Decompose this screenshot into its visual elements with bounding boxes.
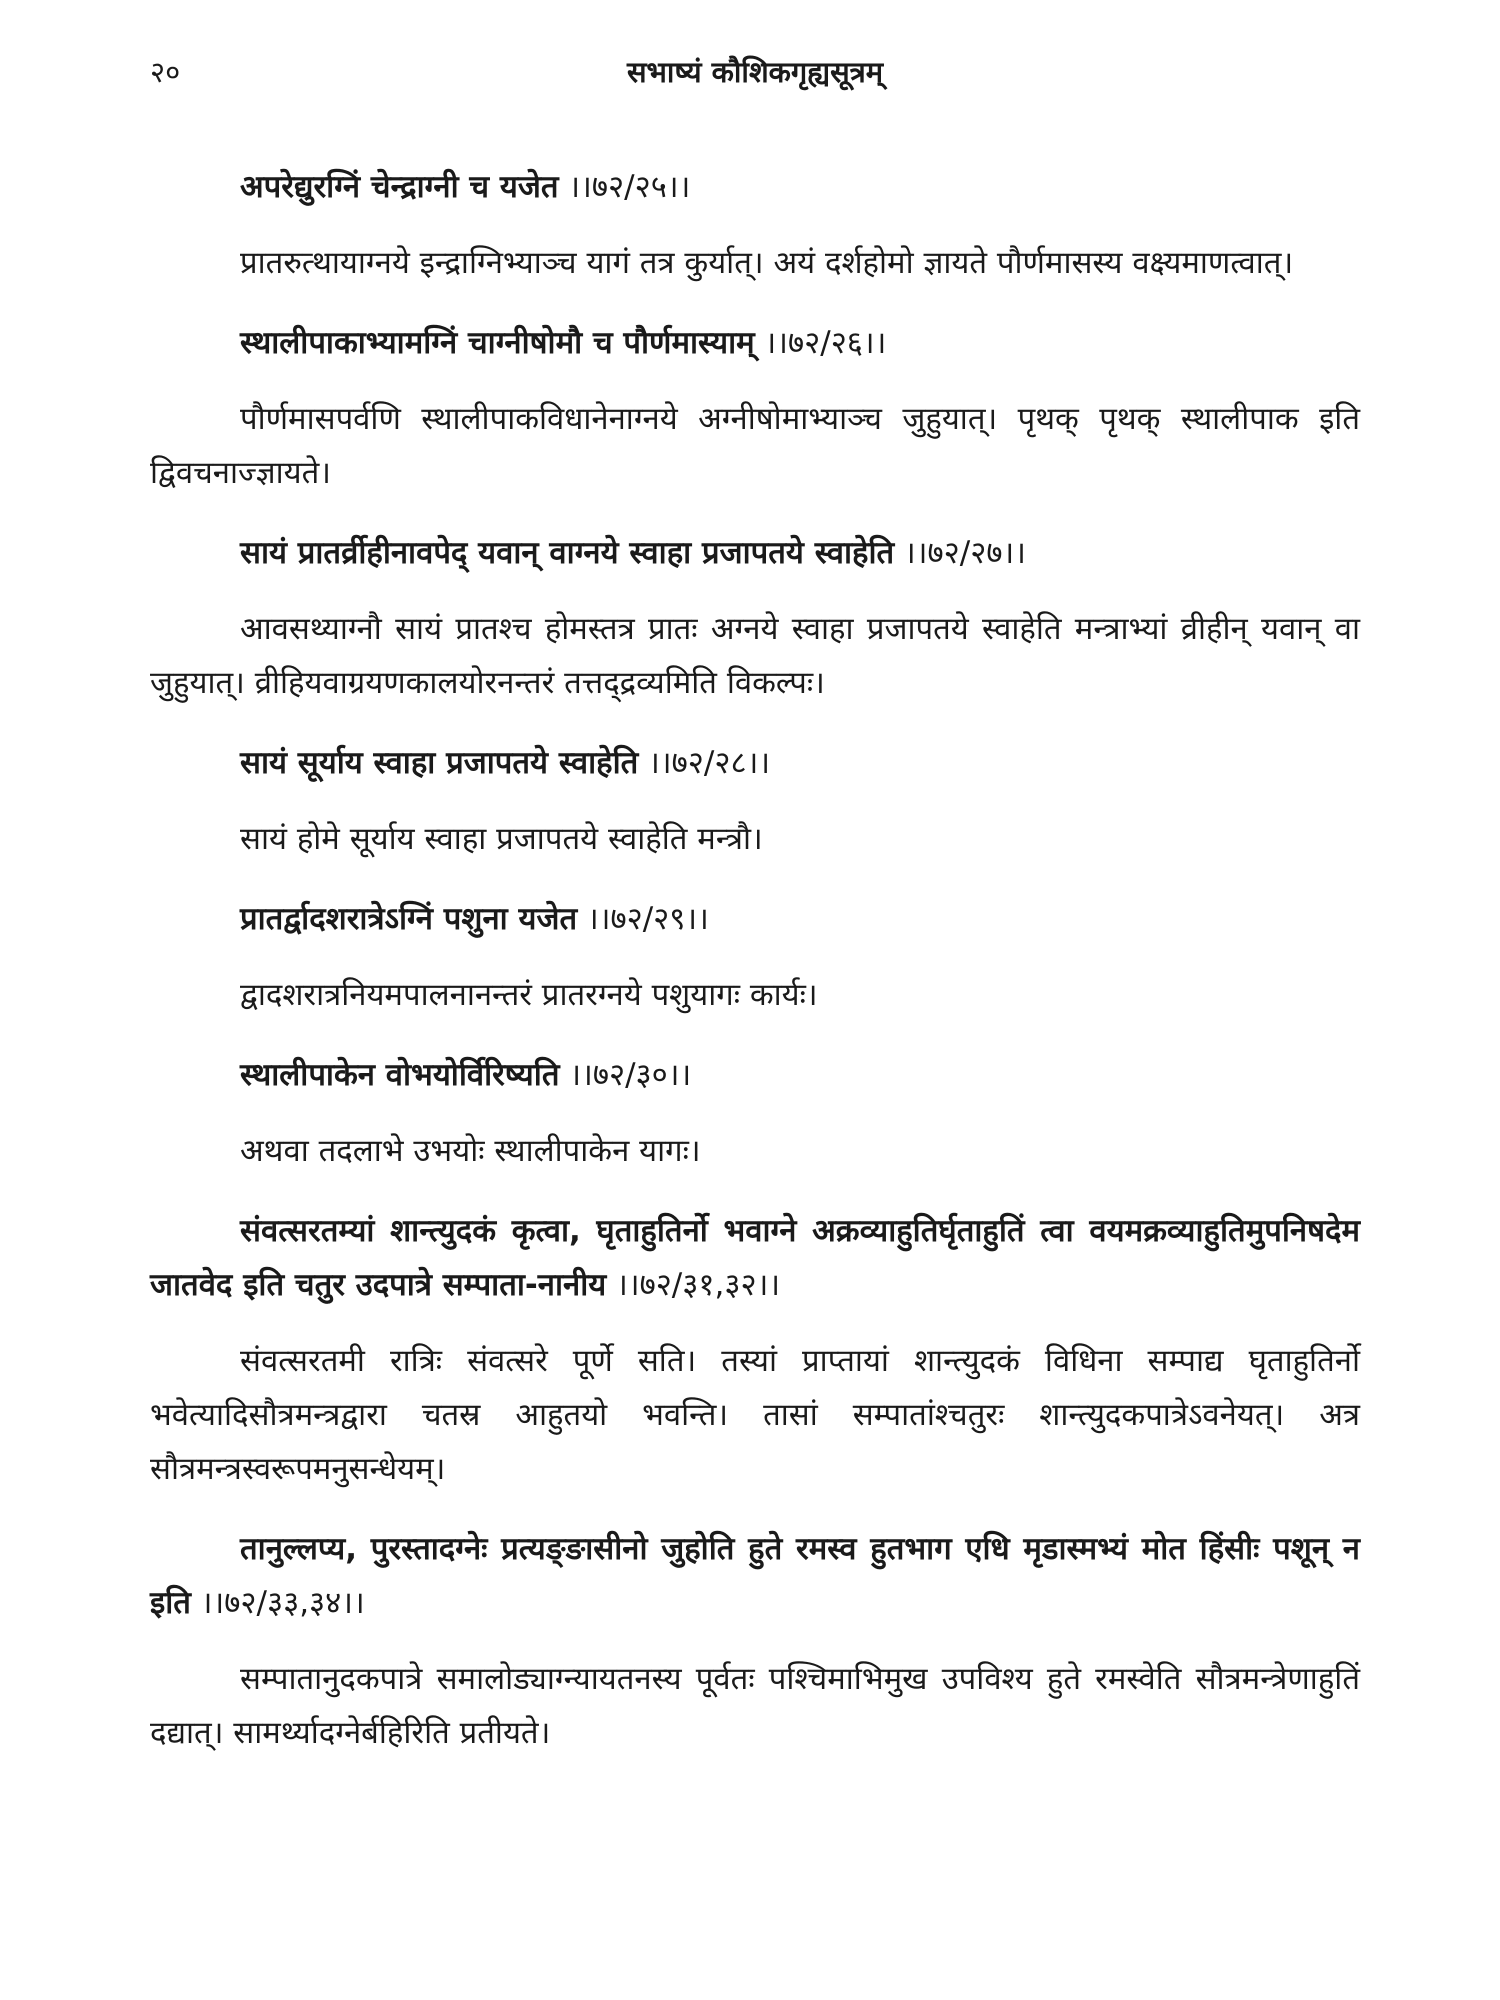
sutra-text: अपरेद्युरग्निं चेन्द्राग्नी च यजेत bbox=[240, 169, 559, 205]
sutra-72-26 bbox=[150, 316, 1360, 370]
commentary-paragraph: पौर्णमासपर्वणि स्थालीपाकविधानेनाग्नये अग्नीषोमाभ्याञ्च जुहुयात्। पृथक् पृथक् स्थालीपाक इति द्विवचनाज्ज्ञायते। bbox=[150, 401, 1360, 491]
sutra-reference: ।।७२/३०।। bbox=[559, 1057, 692, 1093]
commentary-paragraph: प्रातरुत्थायाग्नये इन्द्राग्निभ्याञ्च यागं तत्र कुर्यात्। अयं दर्शहोमो ज्ञायते पौर्णमासस्य वक्ष्यमाणत्वात्। bbox=[240, 245, 1294, 281]
sutra-reference: ।।७२/२८।। bbox=[638, 745, 771, 781]
sutra-reference: ।।७२/३१,३२।। bbox=[606, 1267, 781, 1303]
sutra-reference: ।।७२/२७।। bbox=[894, 535, 1026, 571]
sutra-72-28 bbox=[150, 736, 1360, 790]
commentary-paragraph: आवसथ्याग्नौ सायं प्रातश्च होमस्तत्र प्रातः अग्नये स्वाहा प्रजापतये स्वाहेति मन्त्राभ्यां व्रीहीन् यवान् वा जुहुयात्। व्रीहियवाग्रयणकालयोरनन्तरं तत्तद्द्रव्यमिति विकल्पः। bbox=[150, 611, 1360, 701]
sutra-72-25 bbox=[150, 160, 1360, 214]
sutra-72-29 bbox=[150, 892, 1360, 946]
sutra-reference: ।।७२/२५।। bbox=[558, 169, 691, 205]
sutra-72-33-34 bbox=[150, 1522, 1360, 1630]
sutra-text: स्थालीपाकेन वोभयोर्विरिष्यति bbox=[240, 1057, 560, 1093]
sutra-reference: ।।७२/३३,३४।। bbox=[190, 1585, 365, 1621]
commentary-paragraph: सायं होमे सूर्याय स्वाहा प्रजापतये स्वाहेति मन्त्रौ। bbox=[240, 821, 763, 857]
sutra-text: सायं प्रातर्व्रीहीनावपेद् यवान् वाग्नये स्वाहा प्रजापतये स्वाहेति bbox=[240, 535, 895, 571]
commentary-paragraph: द्वादशरात्रनियमपालनानन्तरं प्रातरग्नये पशुयागः कार्यः। bbox=[240, 977, 818, 1013]
page-body bbox=[150, 160, 1360, 1760]
sutra-72-30 bbox=[150, 1048, 1360, 1102]
sutra-text: संवत्सरतम्यां शान्त्युदकं कृत्वा, घृताहुतिर्नो भवाग्ने अक्रव्याहुतिर्घृताहुतिं त्वा वयमक्रव्याहुतिमुपनिषदेम जातवेद इति चतुर उदपात्रे सम्पाता-नानीय bbox=[150, 1213, 1360, 1303]
running-title: सभाष्यं कौशिकगृह्यसूत्रम् bbox=[626, 55, 884, 89]
commentary-paragraph: संवत्सरतमी रात्रिः संवत्सरे पूर्णे सति। तस्यां प्राप्तायां शान्त्युदकं विधिना सम्पाद्य घृताहुतिर्नो भवेत्यादिसौत्रमन्त्रद्वारा चतस्र आहुतयो भवन्ति। तासां सम्पातांश्चतुरः शान्त्युदकपात्रेऽवनेयत्। अत्र सौत्रमन्त्रस्वरूपमनुसन्धेयम्। bbox=[150, 1343, 1360, 1487]
commentary-paragraph: अथवा तदलाभे उभयोः स्थालीपाकेन यागः। bbox=[240, 1133, 701, 1169]
sutra-72-27 bbox=[150, 526, 1360, 580]
sutra-text: सायं सूर्याय स्वाहा प्रजापतये स्वाहेति bbox=[240, 745, 639, 781]
page-number: २० bbox=[150, 55, 181, 89]
commentary-paragraph: सम्पातानुदकपात्रे समालोड्याग्न्यायतनस्य पूर्वतः पश्चिमाभिमुख उपविश्य हुते रमस्वेति सौत्रमन्त्रेणाहुतिं दद्यात्। सामर्थ्यादग्नेर्बहिरिति प्रतीयते। bbox=[150, 1661, 1360, 1751]
sutra-reference: ।।७२/२६।। bbox=[754, 325, 887, 361]
sutra-text: प्रातर्द्वादशरात्रेऽग्निं पशुना यजेत bbox=[240, 901, 578, 937]
sutra-72-31-32 bbox=[150, 1204, 1360, 1312]
sutra-text: तानुल्लप्य, पुरस्तादग्नेः प्रत्यङ्ङासीनो जुहोति हुते रमस्व हुतभाग एधि मृडास्मभ्यं मोत हिंसीः पशून् न इति bbox=[150, 1531, 1360, 1621]
sutra-text: स्थालीपाकाभ्यामग्निं चाग्नीषोमौ च पौर्णमास्याम् bbox=[240, 325, 755, 361]
sutra-reference: ।।७२/२९।। bbox=[577, 901, 709, 937]
page-header bbox=[150, 52, 1360, 108]
